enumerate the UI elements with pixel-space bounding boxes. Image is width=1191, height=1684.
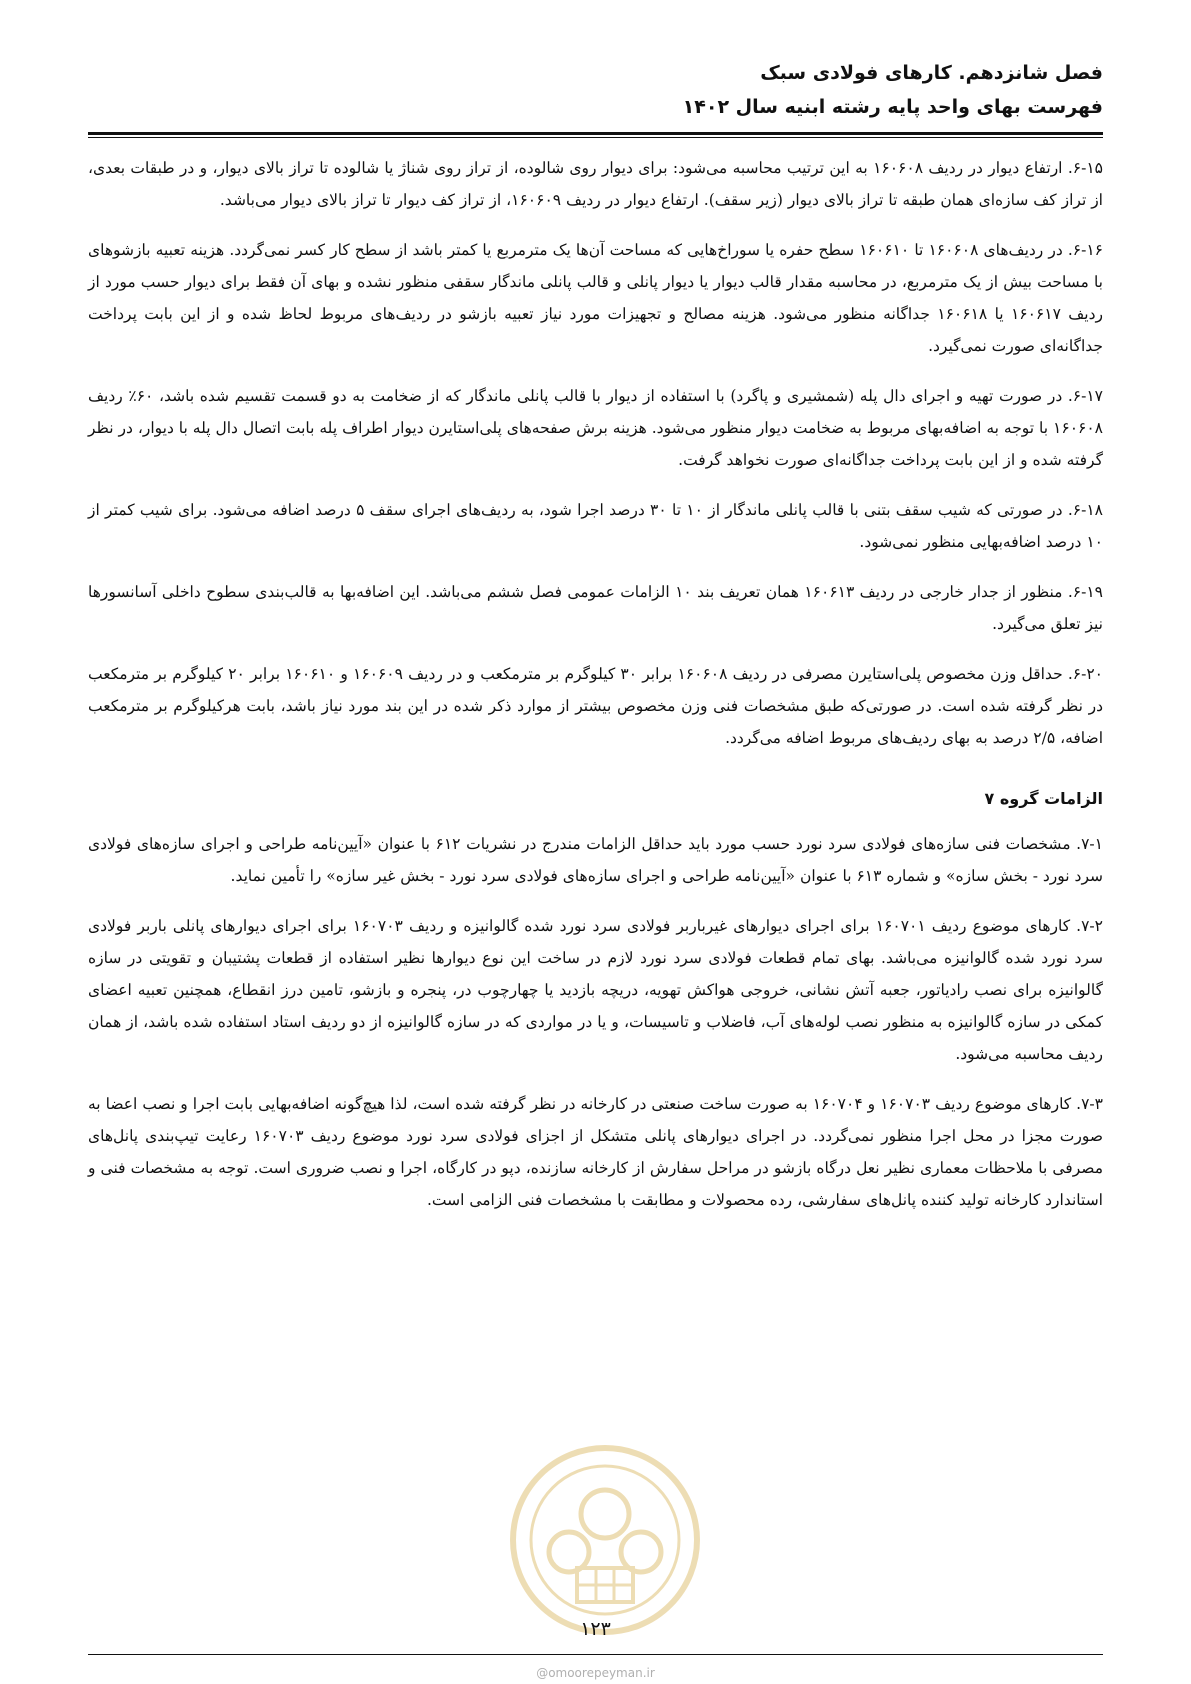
watermark-site: @omoorepeyman.ir (536, 1666, 655, 1680)
clause-6-19: ۶-۱۹. منظور از جدار خارجی در ردیف ۱۶۰۶۱۳ همان تعریف بند ۱۰ الزامات عمومی فصل ششم می‌باشد. این اضافه‌بها به قالب‌بندی سطوح داخلی آسانسورها نیز تعلق می‌گیرد. (88, 583, 1104, 633)
footer-rule (88, 1654, 1103, 1655)
clause-6-18: ۶-۱۸. در صورتی که شیب سقف بتنی با قالب پانلی ماندگار از ۱۰ تا ۳۰ درصد اجرا شود، به ردیف‌های اجرای سقف ۵ درصد اضافه می‌شود. برای شیب کمتر از ۱۰ درصد اضافه‌بهایی منظور نمی‌شود. (88, 501, 1103, 551)
page-header (88, 56, 1103, 124)
document-subtitle: فهرست بهای واحد پایه رشته ابنیه سال ۱۴۰۲ (682, 96, 1103, 118)
header-rule-thick (88, 132, 1103, 135)
page-number: ۱۲۳ (580, 1618, 611, 1640)
section-heading: الزامات گروه ۷ (984, 789, 1103, 808)
body-content (88, 152, 1103, 1234)
clause-6-16: ۶-۱۶. در ردیف‌های ۱۶۰۶۰۸ تا ۱۶۰۶۱۰ سطح حفره یا سوراخ‌هایی که مساحت آن‌ها یک مترمربع یا کمتر باشد از سطح کار کسر نمی‌گردد. هزینه تعبیه بازشوهای با مساحت بیش از یک مترمربع، در محاسبه مقدار قالب دیوار یا دیوار پانلی و قالب پانلی ماندگار سقفی منظور نشده و بهای آن فقط برای دیوار حسب مورد از ردیف ۱۶۰۶۱۷ یا ۱۶۰۶۱۸ جداگانه منظور می‌شود. هزینه مصالح و تجهیزات مورد نیاز تعبیه بازشو در ردیف‌های مربوط لحاظ شده و از این بابت پرداخت جداگانه‌ای صورت نمی‌گیرد. (88, 241, 1104, 355)
clause-7-2: ۷-۲. کارهای موضوع ردیف ۱۶۰۷۰۱ برای اجرای دیوارهای غیرباربر فولادی سرد نورد شده گالوانیزه و ردیف ۱۶۰۷۰۳ برای اجرای دیوارهای پانلی باربر فولادی سرد نورد شده گالوانیزه می‌باشد. بهای تمام قطعات فولادی سرد نورد لازم در ساخت این نوع دیوارها نظیر استفاده از قطعات پشتیبان و تقویتی در سازه گالوانیزه برای نصب رادیاتور، جعبه آتش نشانی، خروجی هواکش تهویه، دریچه بازدید یا چهارچوب در، پنجره و بازشو، تامین درز انقطاع، همچنین تعبیه اعضای کمکی در سازه گالوانیزه به منظور نصب لوله‌های آب، فاضلاب و تاسیسات، و یا در مواردی که در سازه گالوانیزه از دو ردیف استاد استفاده شده باشد، از همان ردیف محاسبه می‌شود. (88, 917, 1103, 1063)
clause-7-1: ۷-۱. مشخصات فنی سازه‌های فولادی سرد نورد حسب مورد باید حداقل الزامات مندرج در نشریات ۶۱۲ با عنوان «آیین‌نامه طراحی و اجرای سازه‌های فولادی سرد نورد - بخش سازه» و شماره ۶۱۳ با عنوان «آیین‌نامه طراحی و اجرای سازه‌های فولادی سرد نورد - بخش غیر سازه» را تأمین نماید. (88, 835, 1103, 885)
chapter-title: فصل شانزدهم. کارهای فولادی سبک (760, 62, 1103, 84)
clause-7-3: ۷-۳. کارهای موضوع ردیف ۱۶۰۷۰۳ و ۱۶۰۷۰۴ به صورت ساخت صنعتی در کارخانه در نظر گرفته شده است، لذا هیچ‌گونه اضافه‌بهایی بابت اجرا و نصب اعضا به صورت مجزا در محل اجرا منظور نمی‌گردد. در اجرای دیوارهای پانلی متشکل از اجزای فولادی سرد نورد موضوع ردیف ۱۶۰۷۰۳ رعایت تیپ‌بندی پانل‌های مصرفی با ملاحظات معماری نظیر نعل درگاه بازشو در مراحل سفارش از کارخانه سازنده، دپو در کارگاه، اجرا و نصب ضروری است. توجه به مشخصات فنی و استاندارد کارخانه تولید کننده پانل‌های سفارشی، رده محصولات و مطابقت با مشخصات فنی الزامی است. (88, 1095, 1103, 1209)
clause-6-20: ۶-۲۰. حداقل وزن مخصوص پلی‌استایرن مصرفی در ردیف ۱۶۰۶۰۸ برابر ۳۰ کیلوگرم بر مترمکعب و در ردیف ۱۶۰۶۰۹ و ۱۶۰۶۱۰ برابر ۲۰ کیلوگرم بر مترمکعب در نظر گرفته شده است. در صورتی‌که طبق مشخصات فنی وزن مخصوص بیشتر از موارد ذکر شده در این بند مورد نیاز باشد، بابت هرکیلوگرم بر مترمکعب اضافه، ۲/۵ درصد به بهای ردیف‌های مربوط اضافه می‌گردد. (88, 665, 1103, 747)
clause-6-15: ۶-۱۵. ارتفاع دیوار در ردیف ۱۶۰۶۰۸ به این ترتیب محاسبه می‌شود: برای دیوار روی شالوده، از تراز روی شناژ یا شالوده تا تراز بالای دیوار، و در طبقات بعدی، از تراز کف سازه‌ای همان طبقه تا تراز بالای دیوار (زیر سقف). ارتفاع دیوار در ردیف ۱۶۰۶۰۹، از تراز کف دیوار تا تراز بالای دیوار می‌باشد. (88, 159, 1103, 209)
clause-6-17: ۶-۱۷. در صورت تهیه و اجرای دال پله (شمشیری و پاگرد) با استفاده از دیوار با قالب پانلی ماندگار که از ضخامت به دو قسمت تقسیم شده باشد، ۶۰٪ ردیف ۱۶۰۶۰۸ با توجه به اضافه‌بهای مربوط به ضخامت دیوار منظور می‌شود. هزینه برش صفحه‌های پلی‌استایرن دیوار اطراف پله بابت اتصال دال پله با دیوار، در نظر گرفته شده و از این بابت پرداخت جداگانه‌ای صورت نخواهد گرفت. (88, 387, 1103, 469)
header-rule-thin (88, 137, 1103, 138)
seal-emblem-icon (505, 1440, 705, 1640)
